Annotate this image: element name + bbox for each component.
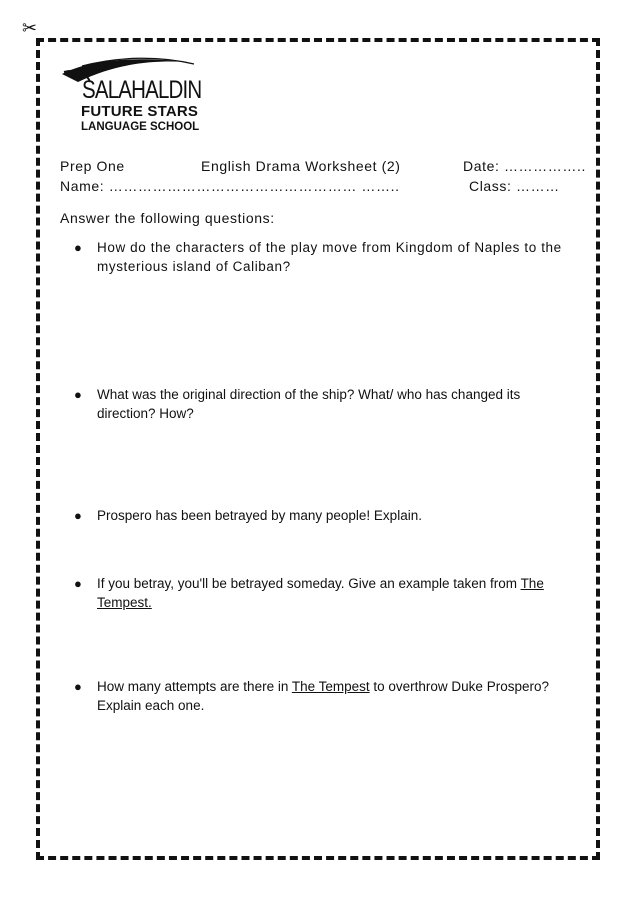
scissors-icon: ✂ bbox=[22, 18, 38, 39]
class-field: Class: ……… bbox=[469, 178, 560, 194]
instructions: Answer the following questions: bbox=[60, 210, 275, 226]
name-field: Name: …………………………………………… …….. bbox=[60, 178, 400, 194]
logo-school: LANGUAGE SCHOOL bbox=[81, 121, 200, 133]
question-text: What was the original direction of the ship? What/ who has changed its direction? How? bbox=[97, 387, 521, 421]
level-label: Prep One bbox=[60, 158, 125, 174]
worksheet-title: English Drama Worksheet (2) bbox=[201, 158, 401, 174]
logo-wordmark: SALAHALDIN bbox=[82, 76, 202, 104]
logo-subtitle: FUTURE STARS bbox=[81, 103, 199, 120]
question-text bbox=[97, 677, 567, 715]
bullet-icon: ● bbox=[74, 576, 82, 591]
school-logo bbox=[60, 52, 200, 134]
question-text-part: If you betray, you'll be betrayed someday. Give an example taken from bbox=[97, 576, 521, 591]
bullet-icon: ● bbox=[74, 508, 82, 523]
bullet-icon: ● bbox=[74, 240, 82, 255]
question-text-part: to overthrow Duke Prospero? Explain each one. bbox=[97, 679, 549, 713]
question-text bbox=[97, 574, 567, 612]
question-text: How do the characters of the play move from Kingdom of Naples to the mysterious island of Caliban? bbox=[97, 240, 562, 274]
question-text: Prospero has been betrayed by many people! Explain. bbox=[97, 508, 422, 523]
question-text-part: How many attempts are there in bbox=[97, 679, 292, 694]
date-field: Date: …………….. bbox=[463, 158, 586, 174]
bullet-icon: ● bbox=[74, 679, 82, 694]
book-title: The Tempest. bbox=[97, 576, 544, 610]
book-title: The Tempest bbox=[291, 679, 370, 694]
bullet-icon: ● bbox=[74, 387, 82, 402]
